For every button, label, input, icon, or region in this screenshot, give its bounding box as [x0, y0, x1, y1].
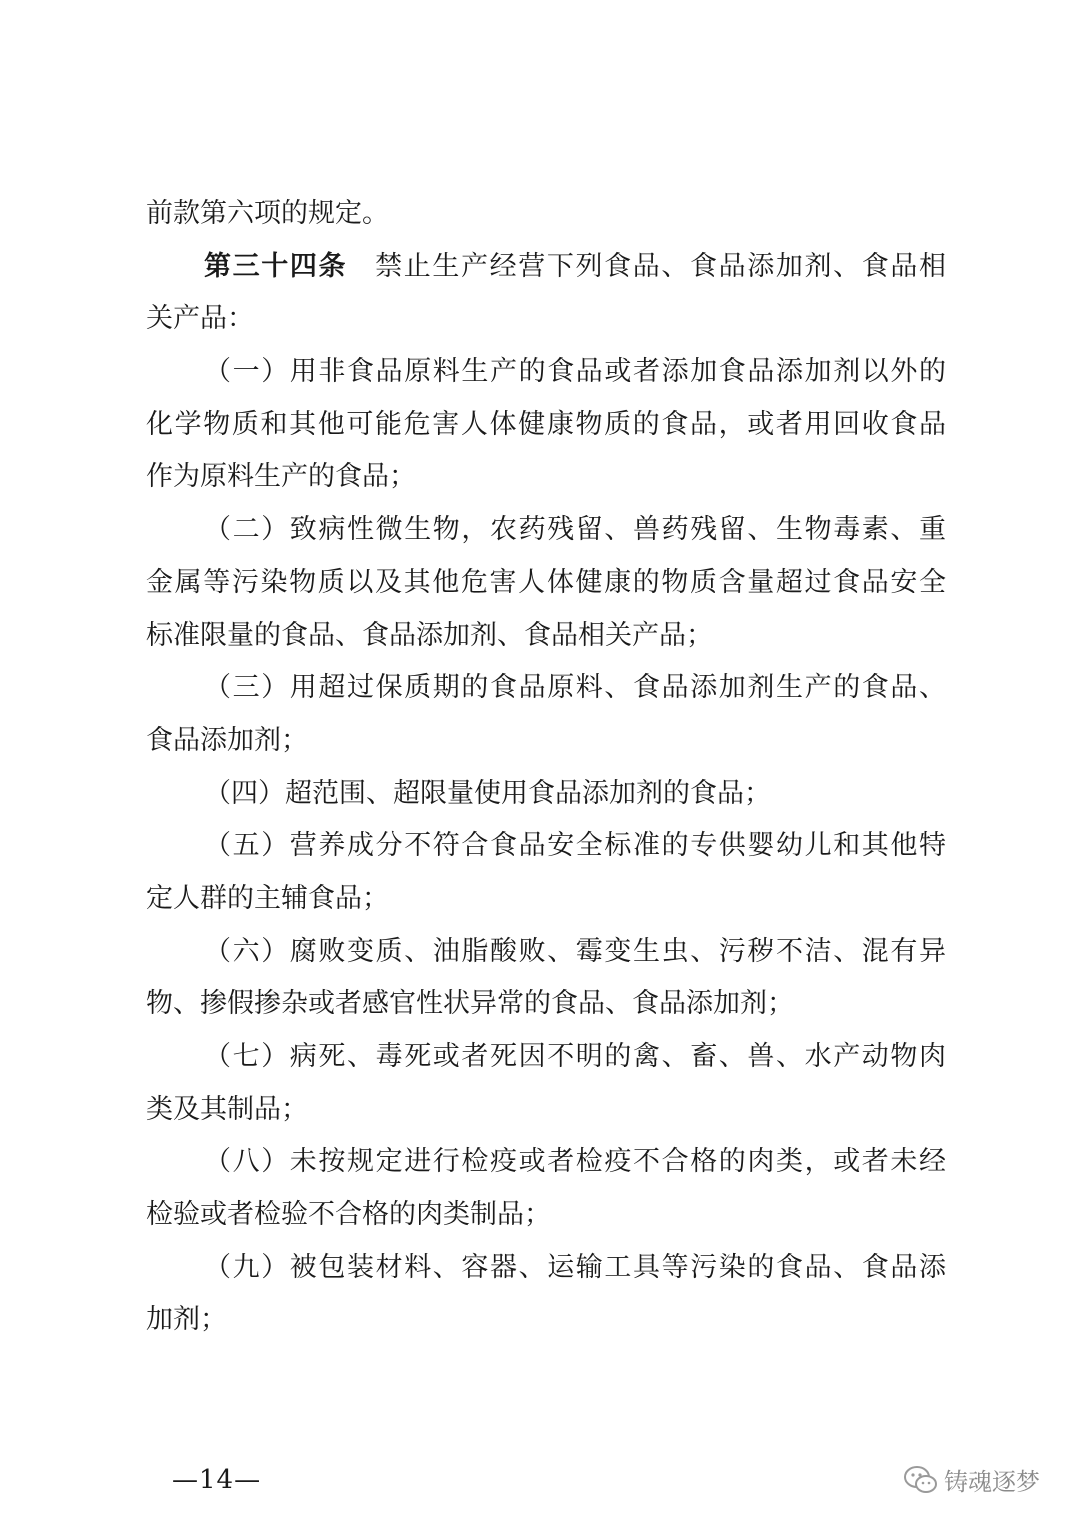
watermark	[904, 1462, 1040, 1497]
item-7-line: （七）病死、毒死或者死因不明的禽、畜、兽、水产动物肉	[204, 1041, 946, 1072]
paragraph-line: 食品添加剂；	[146, 724, 308, 756]
wechat-icon	[904, 1465, 938, 1495]
watermark-text: 铸魂逐梦	[944, 1468, 1040, 1496]
paragraph-line: 定人群的主辅食品；	[146, 882, 389, 914]
document-body	[146, 188, 946, 1347]
item-3-line: （三）用超过保质期的食品原料、食品添加剂生产的食品、	[204, 672, 946, 704]
paragraph-line: 关产品：	[146, 303, 254, 335]
item-8-line: （八）未按规定进行检疫或者检疫不合格的肉类，或者未经	[204, 1146, 946, 1178]
paragraph-line: 作为原料生产的食品；	[146, 461, 416, 493]
page-number: —14—	[172, 1465, 262, 1495]
item-9-line: （九）被包装材料、容器、运输工具等污染的食品、食品添	[204, 1251, 946, 1283]
paragraph-line: 加剂；	[146, 1304, 227, 1336]
item-5-line: （五）营养成分不符合食品安全标准的专供婴幼儿和其他特	[204, 830, 946, 862]
paragraph-line: 化学物质和其他可能危害人体健康物质的食品，或者用回收食品	[146, 408, 946, 440]
article-text: 禁止生产经营下列食品、食品添加剂、食品相	[375, 250, 946, 282]
item-2-line: （二）致病性微生物，农药残留、兽药残留、生物毒素、重	[204, 514, 946, 546]
article-34-first-line	[146, 241, 946, 294]
paragraph-line: 物、掺假掺杂或者感官性状异常的食品、食品添加剂；	[146, 988, 794, 1020]
paragraph-line: 类及其制品；	[146, 1093, 308, 1125]
item-6-line: （六）腐败变质、油脂酸败、霉变生虫、污秽不洁、混有异	[204, 935, 946, 967]
item-1-line: （一）用非食品原料生产的食品或者添加食品添加剂以外的	[204, 356, 946, 388]
paragraph-line: 检验或者检验不合格的肉类制品；	[146, 1199, 551, 1231]
item-4-line: （四）超范围、超限量使用食品添加剂的食品；	[204, 777, 771, 809]
article-heading: 第三十四条	[204, 250, 348, 282]
paragraph-line: 前款第六项的规定。	[146, 198, 389, 229]
paragraph-line: 标准限量的食品、食品添加剂、食品相关产品；	[146, 619, 713, 651]
paragraph-line: 金属等污染物质以及其他危害人体健康的物质含量超过食品安全	[146, 566, 946, 598]
